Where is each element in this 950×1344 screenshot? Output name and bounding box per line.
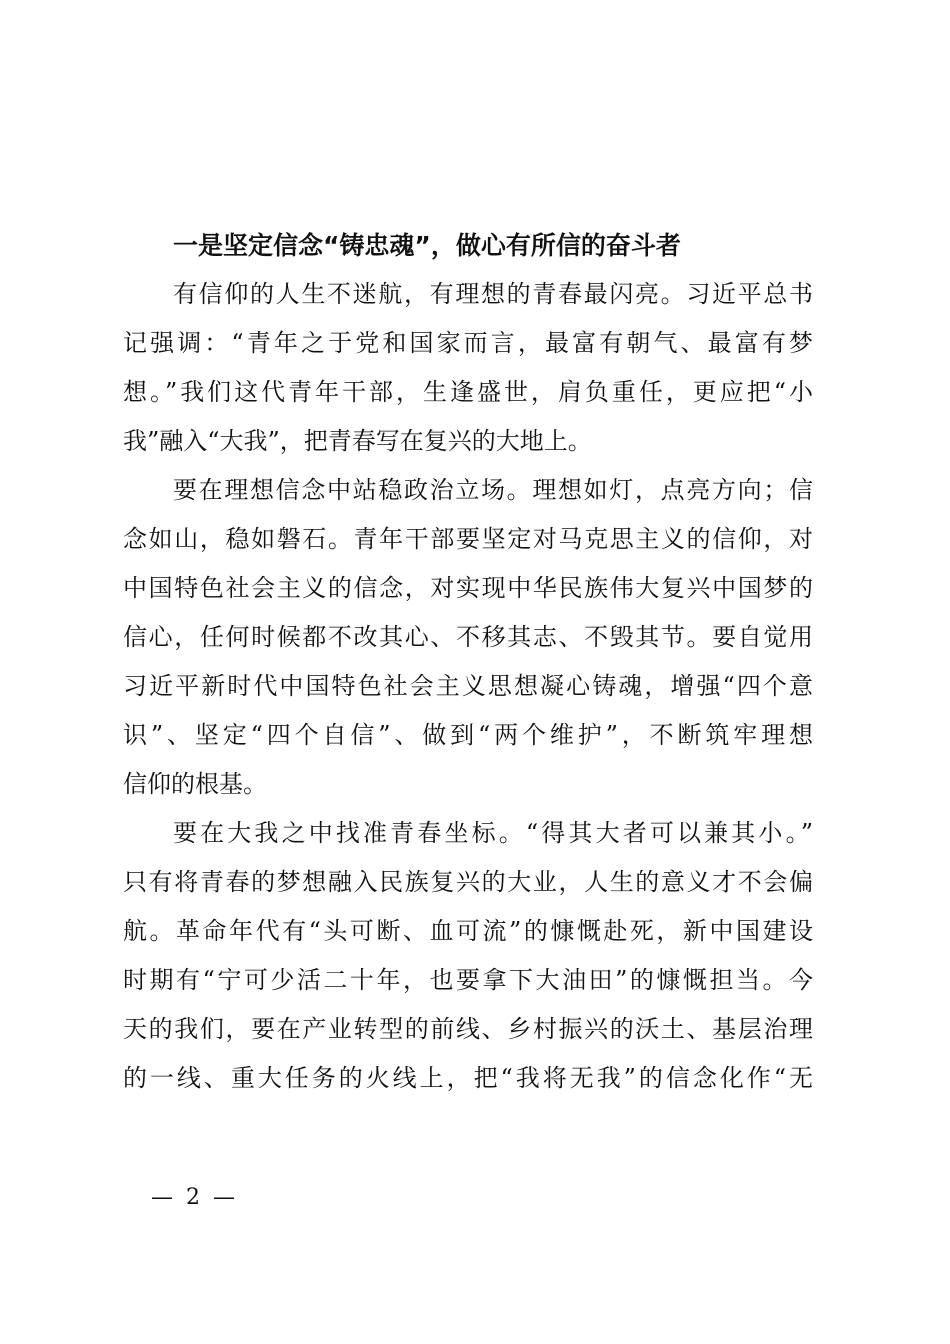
paragraph-line: 只有将青春的梦想融入民族复兴的大业，人生的意义才不会偏 <box>123 868 813 896</box>
footer-dash-right: — <box>213 1185 235 1210</box>
paragraph-2 <box>123 466 813 809</box>
paragraph-line: 习近平新时代中国特色社会主义思想凝心铸魂，增强“四个意 <box>123 672 813 700</box>
paragraph-line: 中国特色社会主义的信念，对实现中华民族伟大复兴中国梦的 <box>123 574 813 602</box>
section-heading: 一是坚定信念“铸忠魂”，做心有所信的奋斗者 <box>173 231 681 260</box>
paragraph-line: 要在大我之中找准青春坐标。“得其大者可以兼其小。” <box>173 819 813 847</box>
paragraph-line: 信心，任何时候都不改其心、不移其志、不毁其节。要自觉用 <box>123 623 813 651</box>
paragraph-line: 时期有“宁可少活二十年，也要拿下大油田”的慷慨担当。今 <box>123 966 813 994</box>
paragraph-line: 航。革命年代有“头可断、血可流”的慷慨赴死，新中国建设 <box>123 917 813 945</box>
page-number: 2 <box>186 1185 200 1210</box>
page-footer <box>145 1183 241 1213</box>
paragraph-3 <box>123 809 813 1103</box>
paragraph-line: 天的我们，要在产业转型的前线、乡村振兴的沃土、基层治理 <box>123 1015 813 1043</box>
paragraph-line: 识”、坚定“四个自信”、做到“两个维护”，不断筑牢理想 <box>123 721 813 749</box>
paragraph-line: 的一线、重大任务的火线上，把“我将无我”的信念化作“无 <box>123 1064 813 1092</box>
paragraph-line: 记强调：“青年之于党和国家而言，最富有朝气、最富有梦 <box>123 329 813 357</box>
paragraph-line: 信仰的根基。 <box>123 770 267 798</box>
paragraph-line: 要在理想信念中站稳政治立场。理想如灯，点亮方向；信 <box>173 476 813 504</box>
paragraph-line: 我”融入“大我”，把青春写在复兴的大地上。 <box>123 427 592 455</box>
paragraph-line: 有信仰的人生不迷航，有理想的青春最闪亮。习近平总书 <box>173 280 813 308</box>
document-body <box>123 222 813 1103</box>
paragraph-line: 念如山，稳如磐石。青年干部要坚定对马克思主义的信仰，对 <box>123 525 813 553</box>
paragraph-line: 想。”我们这代青年干部，生逢盛世，肩负重任，更应把“小 <box>123 378 813 406</box>
paragraph-1 <box>123 270 813 466</box>
footer-dash-left: — <box>151 1185 173 1210</box>
